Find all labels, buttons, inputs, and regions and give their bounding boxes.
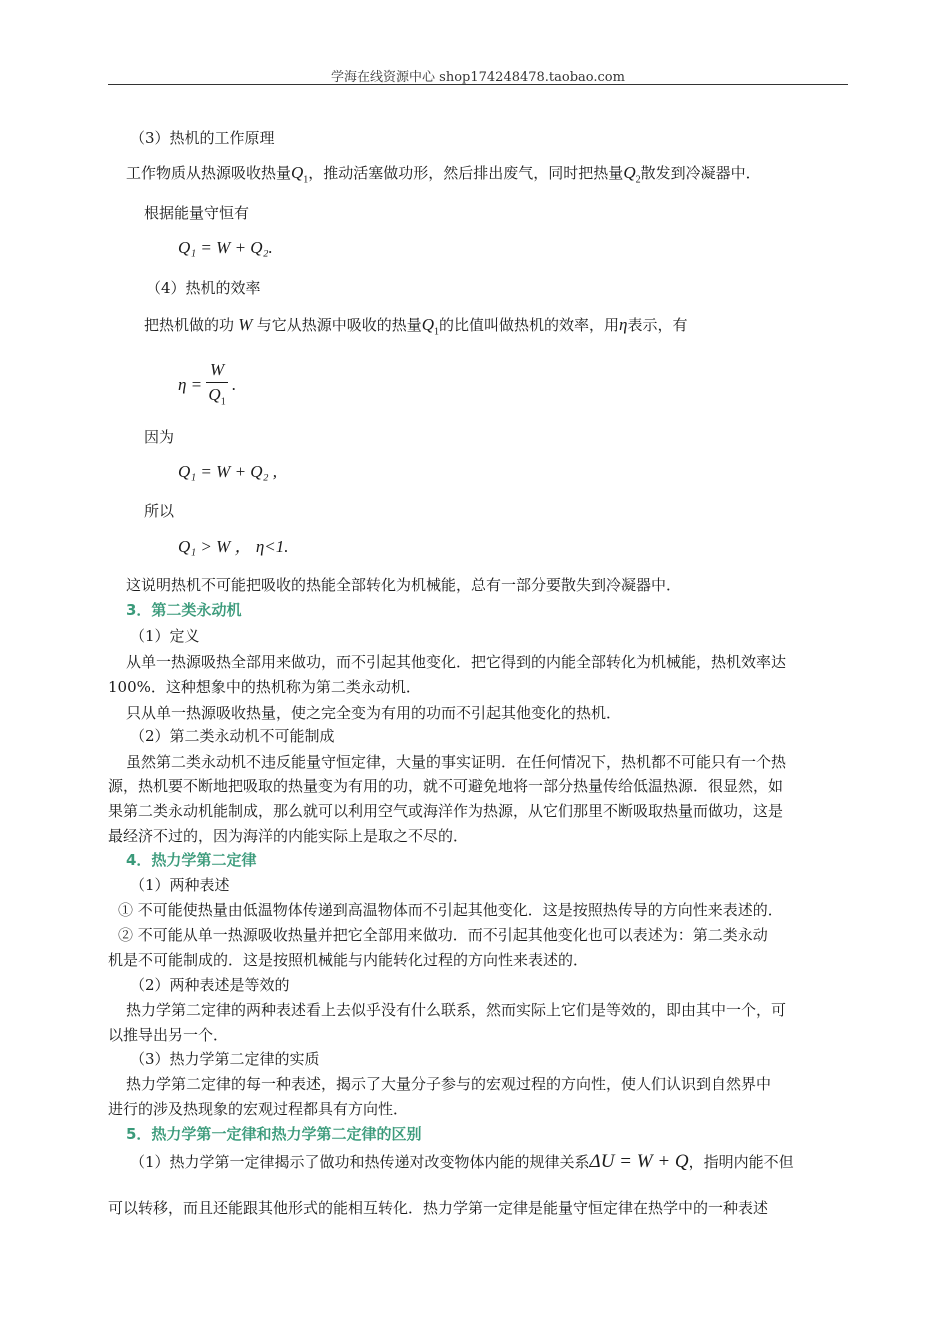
equation-q1-w-q2: Q₁ = W + Q₂. (178, 238, 273, 257)
energy-conservation-text: 根据能量守恒有 (144, 204, 250, 222)
equivalent-line-2: 以推导出另一个． (108, 1026, 229, 1044)
first-law-equation: ΔU = W + Q (589, 1151, 689, 1172)
equation-q1-w-q2-b: Q₁ = W + Q₂ , (178, 462, 277, 481)
difference-line-2: 可以转移，而且还能跟其他形式的能相互转化．热力学第一定律是能量守恒定律在热学中的一种表述 (108, 1199, 769, 1217)
symbol-q2: $Q_2$ (623, 163, 641, 186)
symbol-q1: $Q_1$ (291, 163, 309, 186)
efficiency-conclusion: 这说明热机不可能把吸收的热能全部转化为机械能，总有一部分要散失到冷凝器中． (126, 576, 682, 594)
efficiency-text-a: 把热机做的功 (144, 316, 235, 334)
essence-line-1: 热力学第二定律的每一种表述，揭示了大量分子参与的宏观过程的方向性，使人们认识到自然界中 (126, 1075, 772, 1093)
difference-text-b: ，指明内能不但 (688, 1153, 794, 1171)
impossible-line-2: 源，热机要不断地把吸取的热量变为有用的功，就不可避免地将一部分热量传给低温热源．很显然，如 (108, 777, 784, 795)
impossible-line-1: 虽然第二类永动机不违反能量守恒定律，大量的事实证明．在任何情况下，热机都不可能只有一个热 (126, 753, 787, 771)
equation-inequality: Q₁ > W ， η<1. (178, 537, 289, 556)
perpetual-heading: 3．第二类永动机 (126, 601, 242, 619)
difference-text-a: （1）热力学第一定律揭示了做功和热传递对改变物体内能的规律关系 (130, 1153, 590, 1171)
principle-heading: （3）热机的工作原理 (130, 129, 275, 147)
essence-line-2: 进行的涉及热现象的宏观过程都具有方向性． (108, 1100, 409, 1118)
efficiency-text-d: 表示，有 (627, 316, 688, 334)
efficiency-text-c: 的比值叫做热机的效率，用 (438, 316, 619, 334)
definition-line-1: 从单一热源吸热全部用来做功，而不引起其他变化．把它得到的内能全部转化为机械能，热机效率达 (126, 653, 787, 671)
statement-2-line-1: ② 不可能从单一热源吸收热量并把它全部用来做功．而不引起其他变化也可以表述为：第二类永动 (118, 926, 768, 944)
principle-text-a: 工作物质从热源吸收热量 (126, 164, 292, 182)
header-divider (108, 84, 848, 85)
statement-2-line-2: 机是不可能制成的．这是按照机械能与内能转化过程的方向性来表述的． (108, 951, 589, 969)
symbol-eta: η (619, 315, 628, 334)
symbol-w: W (234, 315, 257, 334)
definition-line-2: 100%．这种想象中的热机称为第二类永动机． (108, 678, 421, 696)
symbol-q1-b: $Q_1$ (421, 315, 439, 338)
page-header: 学海在线资源中心 shop174248478.taobao.com (331, 70, 625, 85)
statement-1: ① 不可能使热量由低温物体传递到高温物体而不引起其他变化．这是按照热传导的方向性来表述的． (118, 901, 783, 919)
efficiency-text-b: 与它从热源中吸收的热量 (256, 316, 422, 334)
difference-heading: 5．热力学第一定律和热力学第二定律的区别 (126, 1125, 422, 1143)
therefore-text: 所以 (144, 502, 175, 520)
principle-paragraph (126, 163, 761, 190)
impossible-heading: （2）第二类永动机不可能制成 (130, 727, 335, 745)
impossible-line-3: 果第二类永动机能制成，那么就可以利用空气或海洋作为热源，从它们那里不断吸取热量而做功，这是 (108, 802, 784, 820)
definition-heading: （1）定义 (130, 627, 200, 645)
definition-line-3: 只从单一热源吸收热量，使之完全变为有用的功而不引起其他变化的热机． (126, 704, 622, 722)
essence-heading: （3）热力学第二定律的实质 (130, 1050, 320, 1068)
equivalent-line-1: 热力学第二定律的两种表述看上去似乎没有什么联系，然而实际上它们是等效的，即由其中一个，可 (126, 1001, 787, 1019)
impossible-line-4: 最经济不过的，因为海洋的内能实际上是取之不尽的． (108, 827, 469, 845)
equivalent-heading: （2）两种表述是等效的 (130, 976, 290, 994)
two-statements-heading: （1）两种表述 (130, 876, 230, 894)
because-text: 因为 (144, 428, 175, 446)
efficiency-paragraph (144, 315, 687, 342)
difference-line-1 (130, 1150, 794, 1174)
principle-text-b: ，推动活塞做功形，然后排出废气，同时把热量 (308, 164, 624, 182)
efficiency-heading: （4）热机的效率 (146, 279, 261, 297)
equation-eta: η = $\frac{W}{Q_1}$ . (178, 358, 236, 414)
principle-text-c: 散发到冷凝器中． (640, 164, 761, 182)
second-law-heading: 4．热力学第二定律 (126, 851, 257, 869)
